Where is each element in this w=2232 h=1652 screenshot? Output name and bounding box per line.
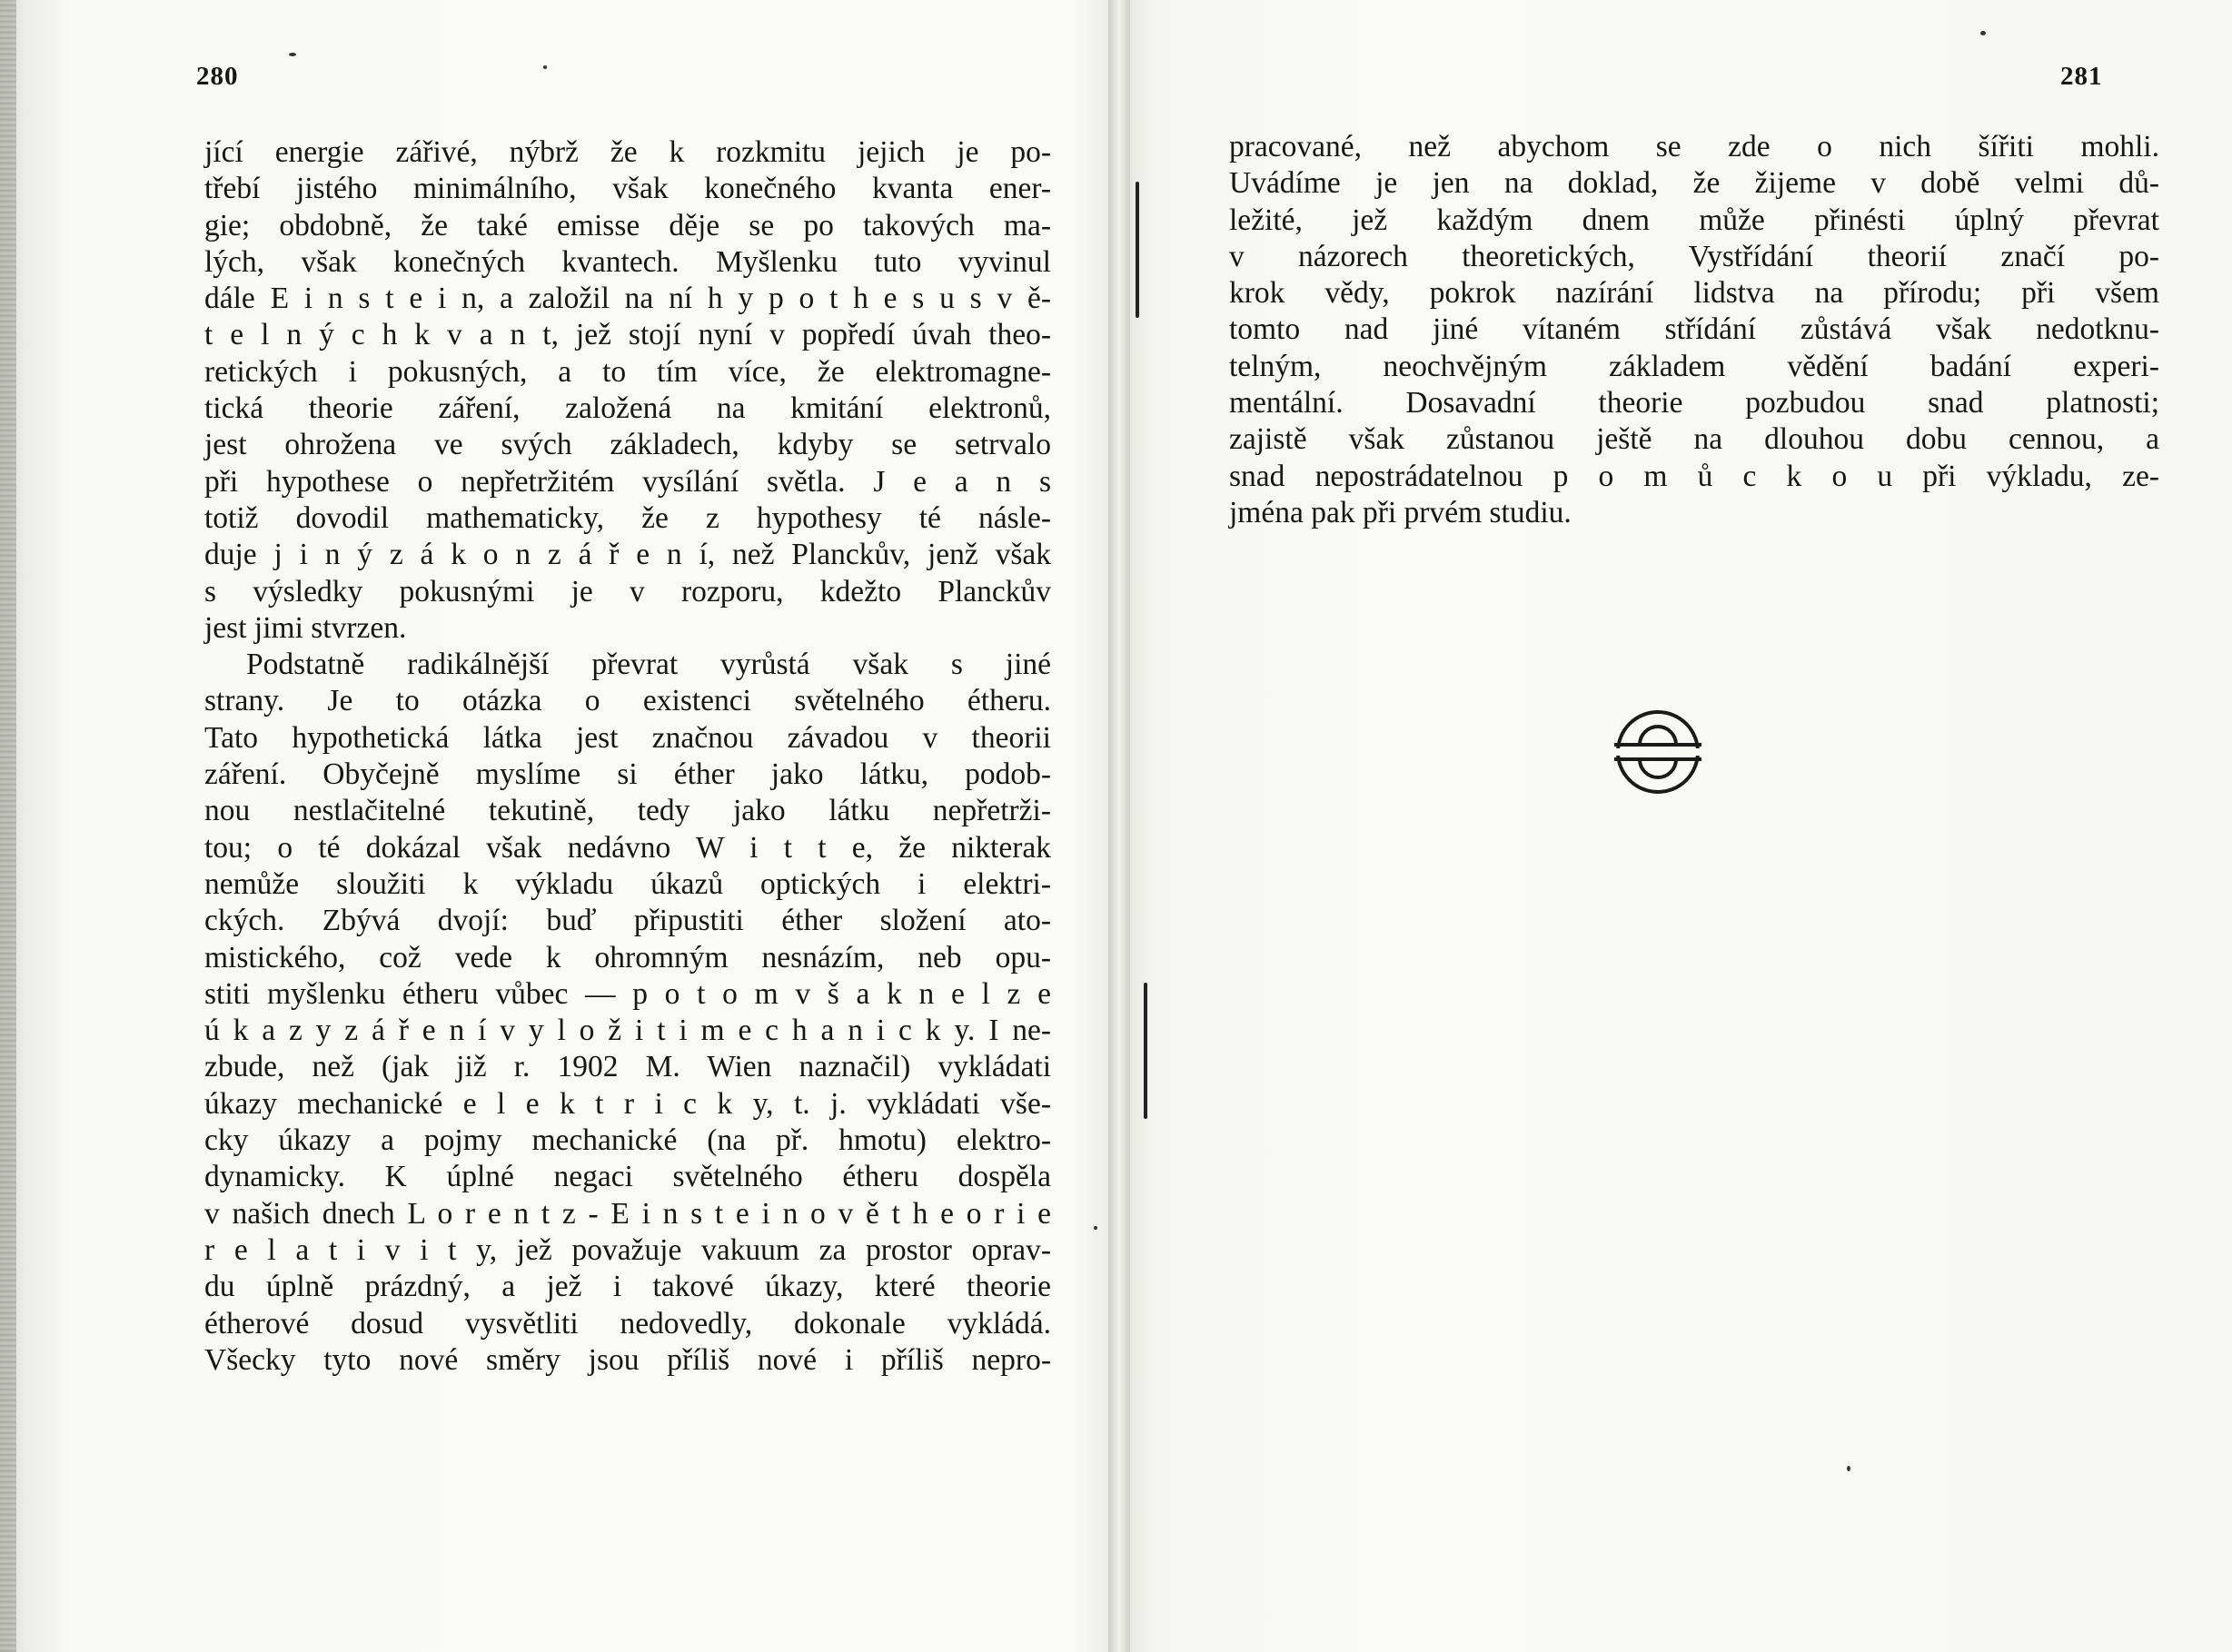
margin-bracket-mark xyxy=(1136,182,1139,318)
text-line: ležité, jež každým dnem může přinésti úplný převrat xyxy=(1229,203,2159,237)
text-line: cky úkazy a pojmy mechanické (na př. hmotu) elektro- xyxy=(204,1123,1051,1158)
text-line: étherové dosud vysvětliti nedovedly, dokonale vykládá. xyxy=(204,1306,1051,1340)
text-line: du úplně prázdný, a jež i takové úkazy, které theorie xyxy=(204,1270,1051,1304)
text-line: r e l a t i v i t y, jež považuje vakuum za prostor oprav- xyxy=(204,1232,1051,1267)
text-line: tou; o té dokázal však nedávno W i t t e, že nikterak xyxy=(204,830,1051,865)
text-line: dynamicky. K úplné negaci světelného étheru dospěla xyxy=(204,1160,1051,1194)
text-line: záření. Obyčejně myslíme si éther jako látku, podob- xyxy=(204,757,1051,792)
text-line: duje j i n ý z á k o n z á ř e n í, než Planckův, jenž však xyxy=(204,538,1051,572)
text-line: tomto nad jiné vítaném střídání zůstává však nedotknu- xyxy=(1229,312,2159,347)
page-number-left: 280 xyxy=(196,62,239,91)
text-line: při hypothese o nepřetržitém vysílání světla. J e a n s xyxy=(204,464,1051,499)
text-line: v názorech theoretických, Vystřídání theorií značí po- xyxy=(1229,239,2159,273)
text-line: retických i pokusných, a to tím více, že elektromagne- xyxy=(204,354,1051,389)
paper-speck xyxy=(1980,31,1986,35)
page-edge xyxy=(0,0,16,1652)
text-line: jest jimi stvrzen. xyxy=(204,610,407,645)
right-page-text xyxy=(1229,129,2159,531)
text-line: stiti myšlenku étheru vůbec — p o t o m v š a k n e l z e xyxy=(204,976,1051,1011)
paper-speck xyxy=(543,65,547,69)
text-line: krok vědy, pokrok nazírání lidstva na přírodu; při všem xyxy=(1229,276,2159,311)
text-line: s výsledky pokusnými je v rozporu, kdežto Planckův xyxy=(204,574,1051,608)
text-line: mistického, což vede k ohromným nesnázím, neb opu- xyxy=(204,940,1051,974)
text-line: jména pak při prvém studiu. xyxy=(1229,495,1572,529)
text-line: lých, však konečných kvantech. Myšlenku tuto vyvinul xyxy=(204,244,1051,279)
book-gutter xyxy=(1108,0,1130,1652)
text-line: zajistě však zůstanou ještě na dlouhou dobu cennou, a xyxy=(1229,422,2159,457)
paper-speck xyxy=(289,53,296,56)
text-line: nou nestlačitelné tekutině, tedy jako látku nepřetrži- xyxy=(204,794,1051,828)
left-page-text xyxy=(204,134,1051,1379)
text-line: úkazy mechanické e l e k t r i c k y, t. j. vykládati vše- xyxy=(204,1086,1051,1121)
text-line: nemůže sloužiti k výkladu úkazů optických i elektri- xyxy=(204,866,1051,901)
text-line: totiž dovodil mathematicky, že z hypothesy té násle- xyxy=(204,500,1051,535)
text-line: t e l n ý c h k v a n t, jež stojí nyní v popředí úvah theo- xyxy=(204,318,1051,352)
text-line: pracované, než abychom se zde o nich šířiti mohli. xyxy=(1229,130,2159,163)
page-number-right: 281 xyxy=(2060,62,2103,91)
text-line: zbude, než (jak již r. 1902 M. Wien naznačil) vykládati xyxy=(204,1050,1051,1084)
text-line: Podstatně radikálnější převrat vyrůstá však s jiné xyxy=(246,648,1051,682)
text-line: jest ohrožena ve svých základech, kdyby se setrvalo xyxy=(204,428,1051,462)
text-line: v našich dnech L o r e n t z - E i n s t e i n o v ě t h e o r i e xyxy=(204,1196,1051,1231)
text-line: snad nepostrádatelnou p o m ů c k o u při výkladu, ze- xyxy=(1229,459,2159,493)
margin-bracket-mark xyxy=(1144,983,1147,1119)
text-line: Uvádíme je jen na doklad, že žijeme v době velmi dů- xyxy=(1229,166,2159,201)
text-line: ckých. Zbývá dvojí: buď připustiti éther složení ato- xyxy=(204,904,1051,938)
text-line: jící energie zářivé, nýbrž že k rozkmitu jejich je po- xyxy=(204,135,1051,169)
text-line: tická theorie záření, založená na kmitání elektronů, xyxy=(204,391,1051,426)
text-line: ú k a z y z á ř e n í v y l o ž i t i m e c h a n i c k y. I ne- xyxy=(204,1014,1051,1048)
right-page xyxy=(1119,0,2232,1652)
paper-speck xyxy=(1847,1466,1850,1471)
text-line: telným, neochvějným základem vědění badání experi- xyxy=(1229,349,2159,383)
text-line: dále E i n s t e i n, a založil na ní h y p o t h e s u s v ě- xyxy=(204,282,1051,316)
text-line: třebí jistého minimálního, však konečného kvanta ener- xyxy=(204,172,1051,206)
paper-speck xyxy=(1094,1226,1097,1230)
text-line: gie; obdobně, že také emisse děje se po takových ma- xyxy=(204,208,1051,242)
text-line: strany. Je to otázka o existenci světelného étheru. xyxy=(204,684,1051,718)
end-ornament-icon xyxy=(1614,708,1701,796)
text-line: Všecky tyto nové směry jsou příliš nové i příliš nepro- xyxy=(204,1342,1051,1377)
text-line: mentální. Dosavadní theorie pozbudou snad platnosti; xyxy=(1229,386,2159,420)
text-line: Tato hypothetická látka jest značnou závadou v theorii xyxy=(204,720,1051,755)
